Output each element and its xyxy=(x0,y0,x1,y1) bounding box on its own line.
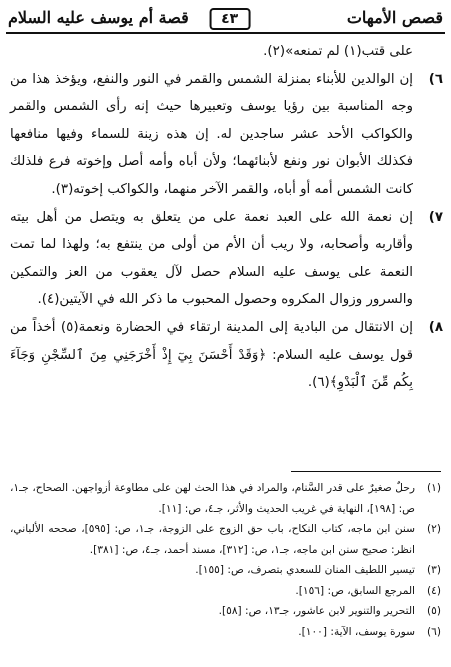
footnotes xyxy=(10,478,441,642)
paragraph-number: ٦) xyxy=(428,71,443,87)
chapter-title: قصة أم يوسف عليه السلام xyxy=(8,8,189,27)
footnote-3 xyxy=(10,560,441,581)
paragraph-text: إن نعمة الله على العبد نعمة على من يتعلق به ويتصل من أهل بيته وأقاربه وأصحابه، ولا ريب أن الأم من أولى من ينتفع به؛ ولهذا لما تمت النعمة على يوسف عليه السلام حصل لآل يعقوب من العز والتمكين والسرور وزوال المكروه وحصول المحبوب ما ذكر الله في الآيتين(٤). xyxy=(10,209,413,308)
footnote-text: سنن ابن ماجه، كتاب النكاح، باب حق الزوج على الزوجة، جـ١، ص: [٥٩٥]، صححه الألباني، انظر: صحيح سنن ابن ماجه، جـ١، ص: [٣١٢]، مسند أحمد، جـ٤، ص: [٣٨١]. xyxy=(10,523,415,556)
footnote-separator xyxy=(291,471,441,472)
footnote-number: (٢) xyxy=(427,523,441,535)
footnote-5 xyxy=(10,601,441,622)
footnote-number: (٣) xyxy=(427,564,441,576)
book-title: قصص الأمهات xyxy=(346,8,443,27)
paragraph-number: ٨) xyxy=(428,319,443,335)
page-header xyxy=(6,4,445,32)
footnote-6 xyxy=(10,622,441,643)
paragraph-number: ٧) xyxy=(428,209,443,225)
header-rule xyxy=(6,32,445,34)
paragraph-6 xyxy=(10,66,443,204)
footnote-number: (٦) xyxy=(427,625,441,638)
footnote-4 xyxy=(10,581,441,602)
footnote-1 xyxy=(10,478,441,519)
paragraph-text: إن الوالدين للأبناء بمنزلة الشمس والقمر في النور والنفع، ويؤخذ هذا من وجه المناسبة بين رؤيا يوسف وتعبيرها حيث إنه رأى الشمس والقمر والكواكب الأحد عشر ساجدين له. إن هذه زينة للسماء وفيها منافعها فكذلك الأبوان نور ونفع لأبنائهما؛ ولأن أباه وأمه أصل وإخوته فرع فلذلك كانت الشمس أمه أو أباه، والقمر الآخر منهما، والكواكب إخوته(٣). xyxy=(10,71,413,197)
page-number: ٤٣ xyxy=(209,8,250,30)
paragraph-text: إن الانتقال من البادية إلى المدينة ارتقاء في الحضارة ونعمة(٥) أخذاً من قول يوسف عليه السلام: ﴿وَقَدْ أَحْسَنَ بِيٓ إِذْ أَخْرَجَنِي مِنَ ٱلسِّجْنِ وَجَآءَ بِكُم مِّنَ ٱلْبَدْوِ﴾(٦). xyxy=(10,319,414,391)
footnote-text: تيسير اللطيف المنان للسعدي بتصرف، ص: [١٥٥]. xyxy=(195,564,415,576)
main-text xyxy=(10,38,443,397)
opening-line: على قتب(١) لم تمنعه»(٢). xyxy=(263,44,413,59)
paragraph-8 xyxy=(10,314,443,397)
footnote-2 xyxy=(10,519,441,560)
footnote-number: (٥) xyxy=(427,605,441,617)
footnote-number: (٤) xyxy=(427,584,441,597)
footnote-text: رحلٌ صغيرٌ على قدر السَّنام، والمراد في هذا الحث لهن على مطاوعة أزواجهن. الصحاح، جـ١، ص: [١٩٨]، النهاية في غريب الحديث والأثر، جـ٤، ص: [١١]. xyxy=(10,482,415,515)
footnote-number: (١) xyxy=(427,482,441,494)
footnote-text: سورة يوسف، الآية: [١٠٠]. xyxy=(298,625,415,638)
footnote-text: التحرير والتنوير لابن عاشور، جـ١٣، ص: [٥٨]. xyxy=(218,605,415,617)
footnote-text: المرجع السابق، ص: [١٥٦]. xyxy=(295,584,415,597)
paragraph-7 xyxy=(10,204,443,314)
